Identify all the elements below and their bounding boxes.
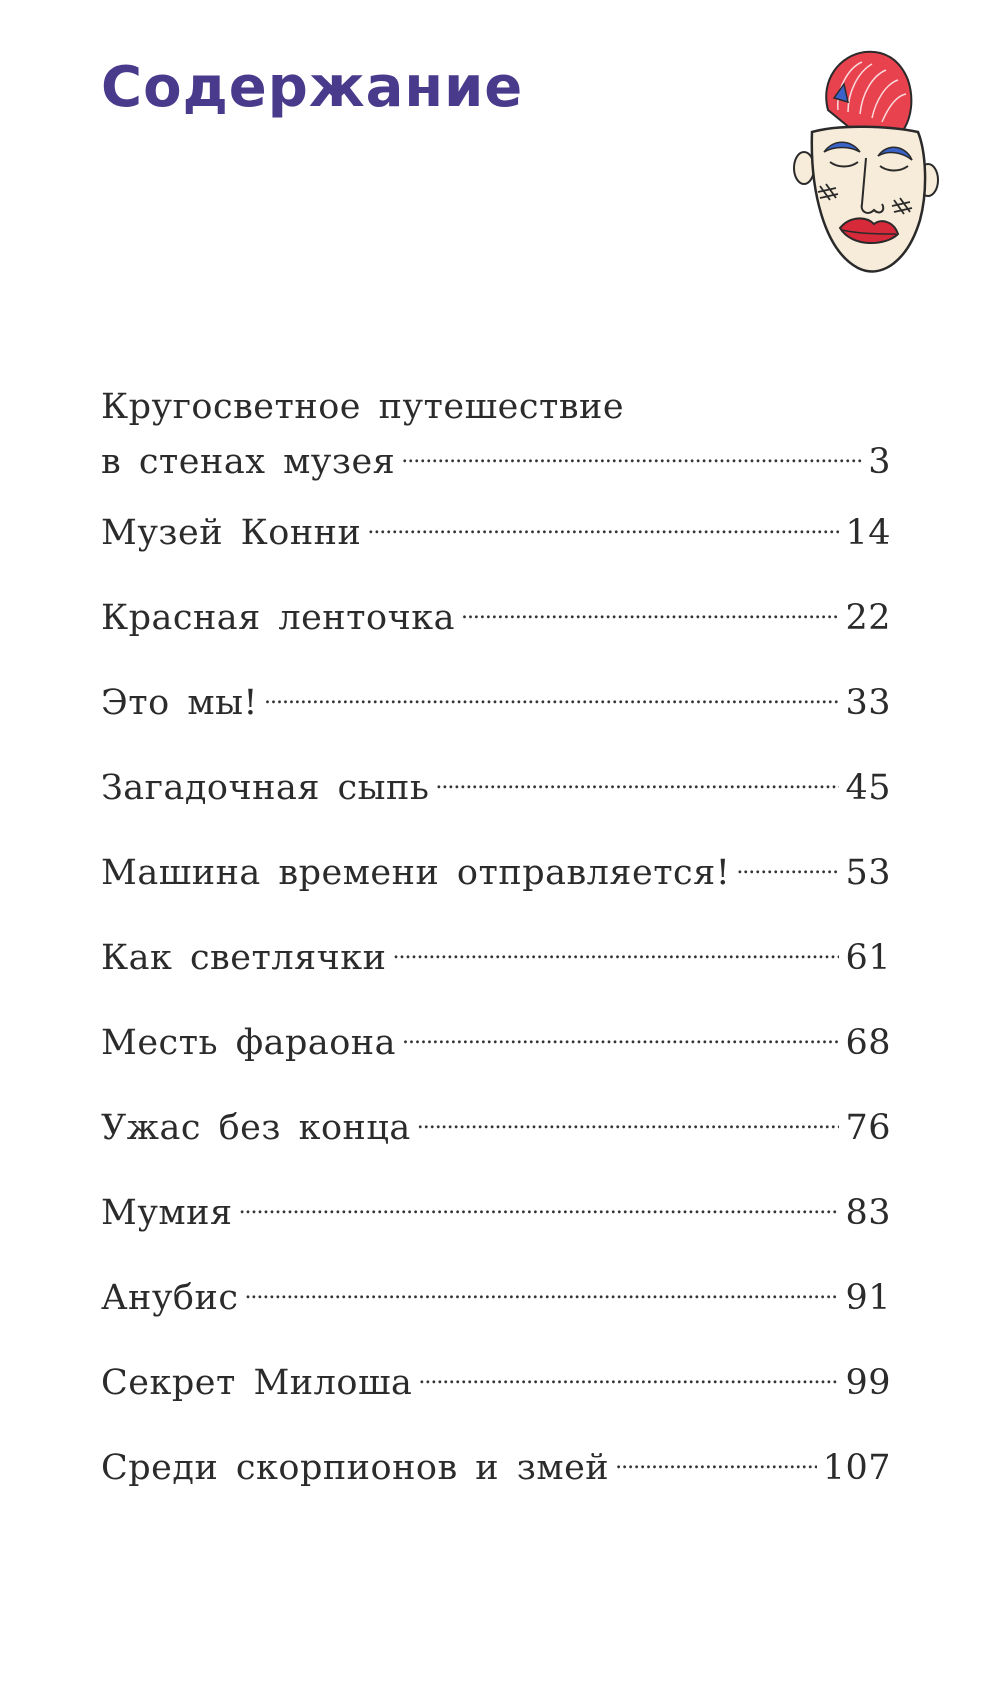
toc-entry-title: в стенах музея xyxy=(101,442,396,482)
dot-leader xyxy=(239,1180,840,1224)
dot-leader xyxy=(244,1265,839,1309)
toc-entry[interactable] xyxy=(101,1265,891,1320)
toc-entry-title: Анубис xyxy=(101,1278,239,1318)
page-title: Содержание xyxy=(101,55,524,120)
toc-entry-title: Загадочная сыпь xyxy=(101,768,430,808)
toc-entry[interactable] xyxy=(101,585,891,640)
dot-leader xyxy=(417,1095,840,1139)
toc-page-number: 61 xyxy=(845,938,891,978)
toc-entry-title: Машина времени отправляется! xyxy=(101,853,731,893)
toc-page-number: 14 xyxy=(845,513,891,553)
toc-page-number: 83 xyxy=(845,1193,891,1233)
toc-page-number: 91 xyxy=(845,1278,891,1318)
dot-leader xyxy=(402,1010,839,1054)
dot-leader xyxy=(264,670,839,714)
dot-leader xyxy=(615,1435,817,1479)
toc-entry-title: Ужас без конца xyxy=(101,1108,411,1148)
toc-page-number: 68 xyxy=(845,1023,891,1063)
toc-page-number: 76 xyxy=(845,1108,891,1148)
dot-leader xyxy=(367,500,839,544)
dot-leader xyxy=(393,925,840,969)
toc-page-number: 33 xyxy=(845,683,891,723)
dot-leader xyxy=(418,1350,839,1394)
toc-entry-title: Месть фараона xyxy=(101,1023,396,1063)
toc-entry-title: Красная ленточка xyxy=(101,598,455,638)
toc-entry-title: Среди скорпионов и змей xyxy=(101,1448,610,1488)
toc-entry-title: Секрет Милоша xyxy=(101,1363,413,1403)
toc-entry[interactable] xyxy=(101,1350,891,1405)
toc-entry-title: Музей Конни xyxy=(101,513,362,553)
toc-entry-title: Как светлячки xyxy=(101,938,387,978)
toc-entry[interactable] xyxy=(101,925,891,980)
toc-entry[interactable] xyxy=(101,385,891,484)
toc-entry[interactable] xyxy=(101,500,891,555)
toc-entry[interactable] xyxy=(101,840,891,895)
toc-page-number: 107 xyxy=(822,1448,891,1488)
toc-entry-title-line1: Кругосветное путешествие xyxy=(101,387,625,427)
toc-page-number: 99 xyxy=(845,1363,891,1403)
toc-page-number: 3 xyxy=(868,442,891,482)
african-mask-icon xyxy=(790,40,940,280)
dot-leader xyxy=(435,755,839,799)
toc-entry[interactable] xyxy=(101,1435,891,1490)
dot-leader xyxy=(401,429,862,473)
toc-page-number: 22 xyxy=(845,598,891,638)
toc-entry[interactable] xyxy=(101,670,891,725)
toc-entry[interactable] xyxy=(101,755,891,810)
toc-entry-title: Это мы! xyxy=(101,683,258,723)
toc-entry[interactable] xyxy=(101,1010,891,1065)
toc-page-number: 53 xyxy=(845,853,891,893)
dot-leader xyxy=(736,840,839,884)
toc-entry[interactable] xyxy=(101,1180,891,1235)
toc-page-number: 45 xyxy=(845,768,891,808)
toc-entry-title: Мумия xyxy=(101,1193,233,1233)
dot-leader xyxy=(461,585,840,629)
toc-entry[interactable] xyxy=(101,1095,891,1150)
